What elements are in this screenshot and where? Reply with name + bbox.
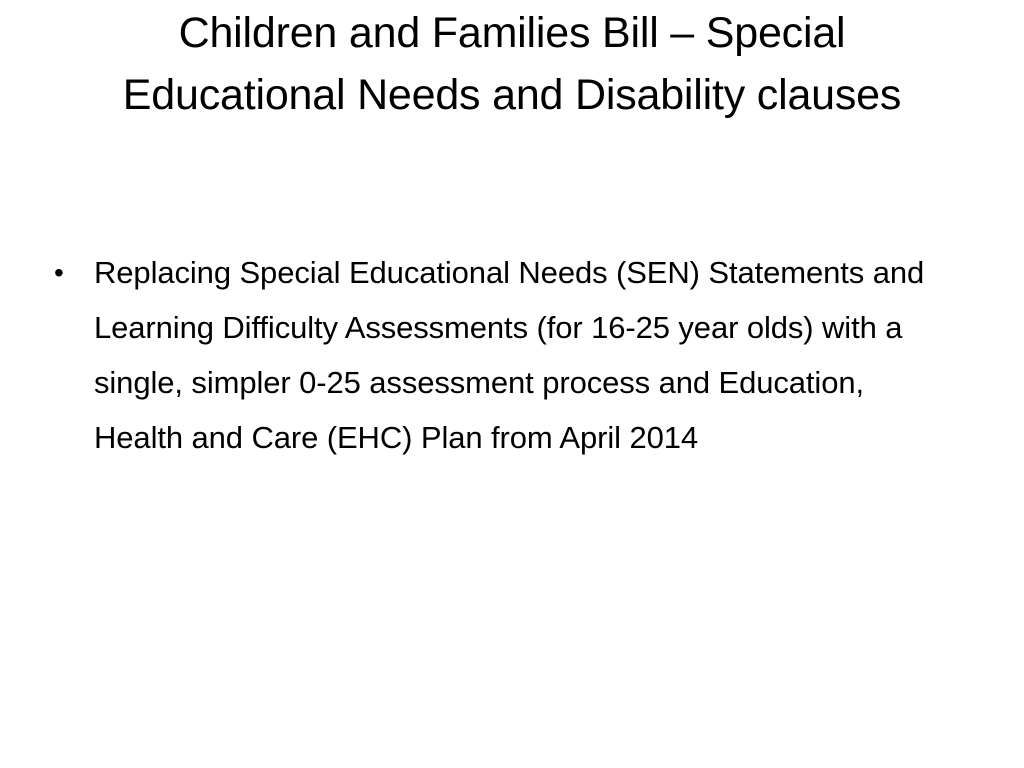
bullet-icon: • (54, 257, 64, 288)
bullet-list (54, 245, 934, 465)
slide-title: Children and Families Bill – Special Educational Needs and Disability clauses (122, 9, 902, 119)
bullet-text: Replacing Special Educational Needs (SEN) Statements and Learning Difficulty Assessments (for 16-25 year olds) with a single, simpler 0-25 assessment process and Education, Health and Care (EHC) Plan from April 2014 (94, 255, 925, 455)
list-item (54, 245, 934, 465)
